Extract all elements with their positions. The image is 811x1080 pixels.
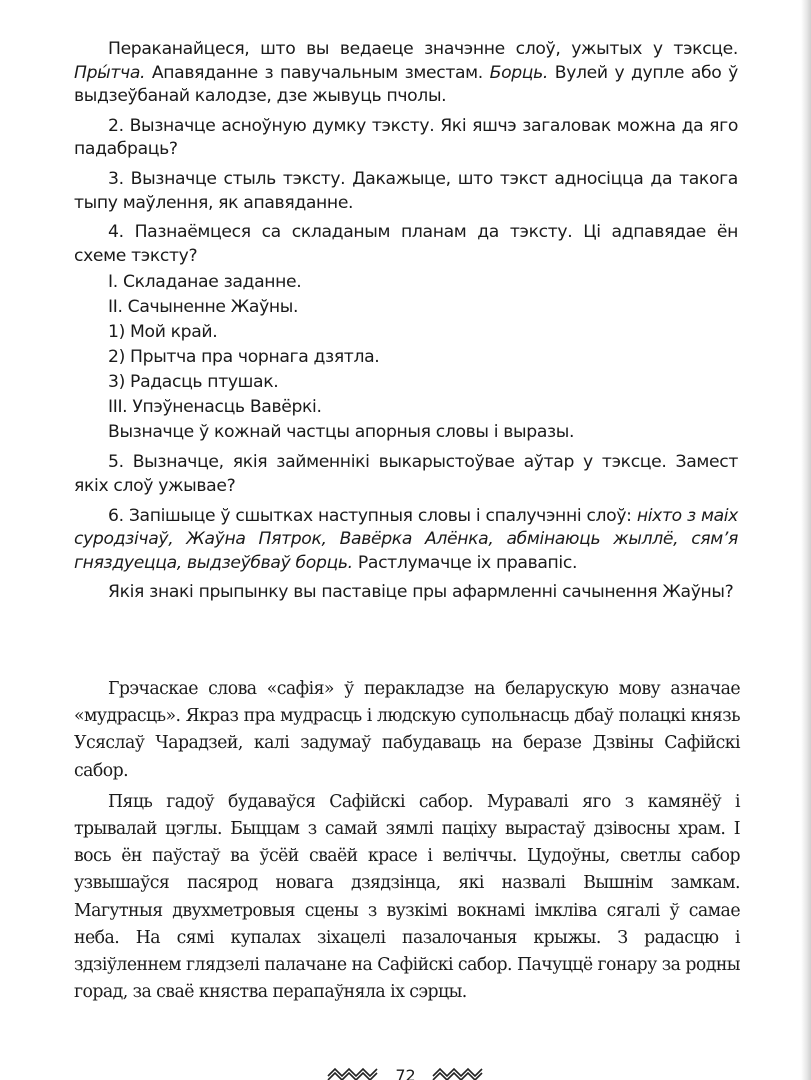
task-5: 5. Вызначце, якія займеннікі выкарыстоўвае аўтар у тэксце. Замест якіх слоў ужывае? xyxy=(74,452,738,496)
complex-plan xyxy=(74,270,738,445)
wave-ornament-icon xyxy=(326,1064,382,1080)
task-intro: Пераканайцеся, што вы ведаеце значэнне слоў, ужытых у тэксце. Пры́тча. Апавяданне з павучальным зместам. Борць. Вулей у дупле або ў выдзеўбанай калодзе, дзе жывуць пчолы. xyxy=(74,39,738,107)
reading-paragraph: Грэчаскае слова «сафія» ў перакладзе на беларускую мову азначае «мудрасць». Якраз пра мудрасць і людскую супольнасць дбаў полацкі князь Усяслаў Чарадзей, калі задумаў пабудаваць на беразе Дзвіны Сафійскі сабор. xyxy=(74,679,740,781)
page-number: 72 xyxy=(395,1066,416,1080)
task-block xyxy=(74,38,738,611)
plan-item: II. Сачыненне Жаўны. xyxy=(108,297,299,318)
task-2: 2. Вызначце асноўную думку тэксту. Які яшчэ загаловак можна да яго падабраць? xyxy=(74,115,738,160)
task-4: 4. Пазнаёмцеся са складаным планам да тэксту. Ці адпавядае ён схеме тэксту? xyxy=(74,222,738,266)
reading-paragraph: Пяць гадоў будаваўся Сафійскі сабор. Муравалі яго з камянёў і трывалай цэглы. Быццам з самай зямлі паціху вырастаў дзівосны храм. І вось ён паўстаў ва ўсёй сваёй красе і веліччы. Цудоўны, светлы сабор узвышаўся пасярод новага дзядзінца, які назвалі Вышнім замкам. Магутныя двухметровыя сцены з вузкімі вокнамі імкліва сягалі ў самае неба. На сямі купалах зіхацелі пазалочаныя крыжы. З радасцю і здзіўленнем глядзелі палачане на Сафійскі сабор. Пачуццё гонару за родны горад, за сваё княства перапаўняла іх сэрцы. xyxy=(74,791,740,1003)
plan-item: 1) Мой край. xyxy=(108,322,218,343)
plan-instruction: Вызначце ў кожнай частцы апорныя словы і выразы. xyxy=(108,422,575,443)
task-3: 3. Вызначце стыль тэксту. Дакажыце, што тэкст адносіцца да такога тыпу маўлення, як апавяданне. xyxy=(74,168,738,213)
task-6-words: ніхто з маіх суродзічаў, Жаўна Пятрок, Вавёрка Алёнка, абмінаюць жыллё, сям’я гняздуецца, выдзеўбваў борць. xyxy=(74,505,739,573)
task-6: 6. Запішыце ў сшытках наступныя словы і спалучэнні слоў: ніхто з маіх суродзічаў, Жаўна Пятрок, Вавёрка Алёнка, абмінаюць жыллё, сям’я гняздуецца, выдзеўбваў борць. Растлумачце іх правапіс. xyxy=(74,505,739,573)
plan-item: 3) Радасць птушак. xyxy=(108,372,279,393)
plan-item: 2) Прытча пра чорнага дзятла. xyxy=(108,347,380,368)
term-borts: Борць. xyxy=(489,62,549,83)
task-6-extra: Якія знакі прыпынку вы паставіце пры афармленні сачынення Жаўны? xyxy=(108,582,734,603)
term-prytcha: Пры́тча. xyxy=(74,62,146,83)
wave-ornament-icon xyxy=(429,1064,485,1080)
page-edge-shadow xyxy=(801,0,811,1080)
reading-text xyxy=(74,676,740,1010)
plan-item: III. Упэўненасць Вавёркі. xyxy=(108,397,322,418)
plan-item: I. Складанае заданне. xyxy=(108,272,302,293)
page-footer xyxy=(0,1064,811,1080)
